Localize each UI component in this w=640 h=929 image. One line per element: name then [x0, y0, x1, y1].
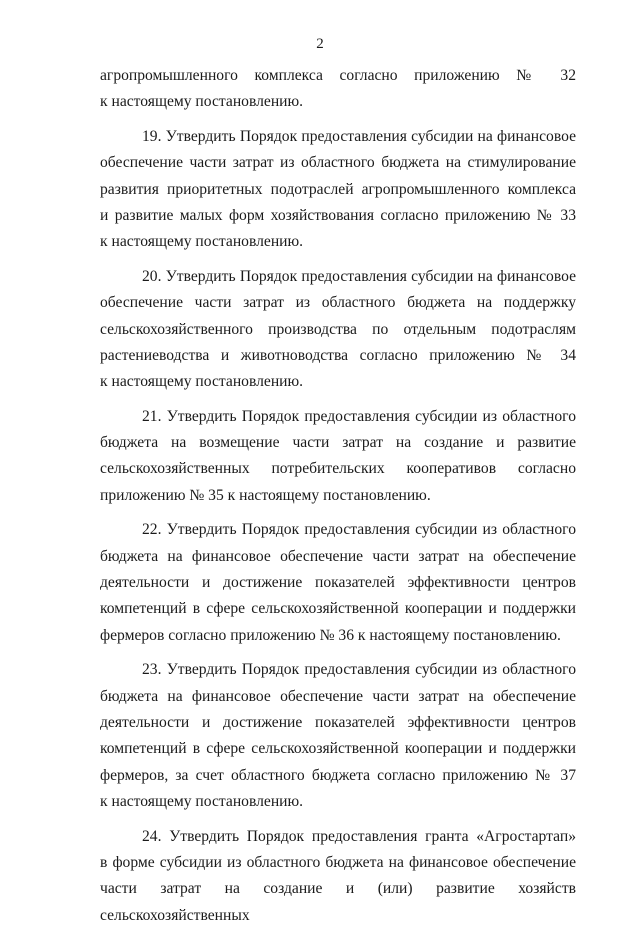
text-line: сельскохозяйственного производства по отдельным подотраслям: [100, 320, 576, 338]
text-line: бюджета на финансовое обеспечение части затрат на обеспечение: [100, 547, 576, 565]
page-number: 2: [316, 36, 324, 52]
paragraph-gap: [100, 816, 576, 824]
text-line: деятельности и достижение показателей эффективности центров: [100, 574, 576, 592]
text-line: бюджета на возмещение части затрат на создание и развитие: [100, 434, 576, 452]
text-line: деятельности и достижение показателей эффективности центров: [100, 713, 576, 731]
text-line: к настоящему постановлению.: [100, 373, 304, 391]
text-line: компетенций в сфере сельскохозяйственной кооперации и поддержки: [100, 600, 576, 618]
text-line: обеспечение части затрат из областного бюджета на стимулирование: [100, 154, 576, 172]
text-line: развития приоритетных подотраслей агропромышленного комплекса: [100, 180, 576, 198]
text-line: обеспечение части затрат из областного бюджета на поддержку: [100, 294, 576, 312]
text-line: приложению № 35 к настоящему постановлению.: [100, 486, 431, 504]
text-line: к настоящему постановлению.: [100, 793, 304, 811]
text-line: агропромышленного комплекса согласно приложению № 32: [100, 67, 576, 84]
text-line: фермеров, за счет областного бюджета согласно приложению № 37: [100, 766, 576, 784]
paragraph-gap: [100, 649, 576, 657]
text-line: и развитие малых форм хозяйствования согласно приложению № 33: [100, 206, 576, 224]
text-line: бюджета на финансовое обеспечение части затрат на обеспечение: [100, 687, 576, 705]
text-line: части затрат на создание и (или) развитие хозяйств сельскохозяйственных: [100, 880, 576, 924]
paragraph-first-line: 21. Утвердить Порядок предоставления субсидии из областного: [142, 407, 576, 425]
paragraph-gap: [100, 396, 576, 404]
paragraph-gap: [100, 256, 576, 264]
text-line: сельскохозяйственных потребительских кооперативов согласно: [100, 460, 576, 478]
text-line: фермеров согласно приложению № 36 к настоящему постановлению.: [100, 626, 561, 644]
paragraph-first-line: 24. Утвердить Порядок предоставления гранта «Агростартап»: [142, 827, 576, 845]
text-line: растениеводства и животноводства согласно приложению № 34: [100, 346, 576, 364]
text-line: компетенций в сфере сельскохозяйственной кооперации и поддержки: [100, 740, 576, 758]
paragraph-first-line: 22. Утвердить Порядок предоставления субсидии из областного: [142, 521, 576, 539]
text-line: в форме субсидии из областного бюджета на финансовое обеспечение: [100, 853, 576, 871]
paragraph-gap: [100, 509, 576, 517]
text-line: к настоящему постановлению.: [100, 93, 304, 111]
text-line: к настоящему постановлению.: [100, 233, 304, 251]
paragraph-gap: [100, 116, 576, 124]
document-body: [100, 63, 576, 924]
paragraph-first-line: 20. Утвердить Порядок предоставления субсидии на финансовое: [142, 267, 576, 285]
paragraph-first-line: 19. Утвердить Порядок предоставления субсидии на финансовое: [142, 127, 576, 145]
paragraph-first-line: 23. Утвердить Порядок предоставления субсидии из областного: [142, 661, 576, 679]
